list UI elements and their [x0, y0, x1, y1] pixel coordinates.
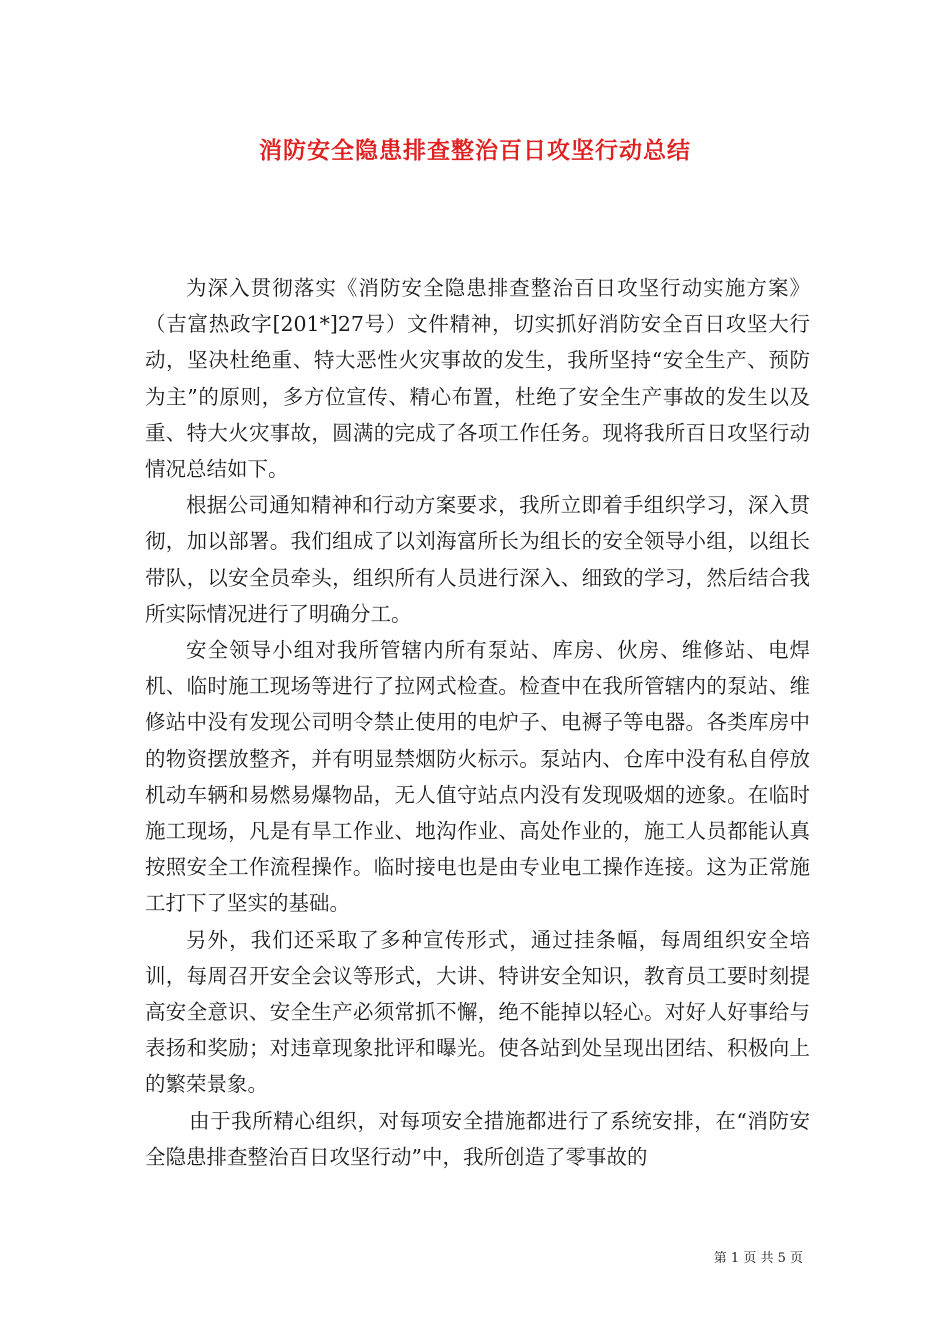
paragraph-1: 为深入贯彻落实《消防安全隐患排查整治百日攻坚行动实施方案》（吉富热政字[201*]27号）文件精神，切实抓好消防安全百日攻坚大行动，坚决杜绝重、特大恶性火灾事故的发生，我所坚持“安全生产、预防为主”的原则，多方位宣传、精心布置，杜绝了安全生产事故的发生以及重、特大火灾事故，圆满的完成了各项工作任务。现将我所百日攻坚行动情况总结如下。 [145, 276, 810, 482]
document-body [145, 270, 810, 1175]
page-number: 第 1 页 共 5 页 [713, 1251, 803, 1266]
paragraph-3: 安全领导小组对我所管辖内所有泵站、库房、伙房、维修站、电焊机、临时施工现场等进行了拉网式检查。检查中在我所管辖内的泵站、维修站中没有发现公司明令禁止使用的电炉子、电褥子等电器。各类库房中的物资摆放整齐，并有明显禁烟防火标示。泵站内、仓库中没有私自停放机动车辆和易燃易爆物品，无人值守站点内没有发现吸烟的迹象。在临时施工现场，凡是有旱工作业、地沟作业、高处作业的，施工人员都能认真按照安全工作流程操作。临时接电也是由专业电工操作连接。这为正常施工打下了坚实的基础。 [145, 638, 810, 916]
paragraph-4: 另外，我们还采取了多种宣传形式，通过挂条幅，每周组织安全培训，每周召开安全会议等形式，大讲、特讲安全知识，教育员工要时刻提高安全意识、安全生产必须常抓不懈，绝不能掉以轻心。对好人好事给与表扬和奖励；对违章现象批评和曝光。使各站到处呈现出团结、积极向上的繁荣景象。 [145, 927, 810, 1097]
document-title: 消防安全隐患排查整治百日攻坚行动总结 [259, 137, 691, 164]
paragraph-5: 由于我所精心组织，对每项安全措施都进行了系统安排，在“消防安全隐患排查整治百日攻坚行动”中，我所创造了零事故的 [145, 1108, 810, 1169]
paragraph-2: 根据公司通知精神和行动方案要求，我所立即着手组织学习，深入贯彻，加以部署。我们组成了以刘海富所长为组长的安全领导小组，以组长带队，以安全员牵头，组织所有人员进行深入、细致的学习，然后结合我所实际情况进行了明确分工。 [145, 493, 810, 626]
